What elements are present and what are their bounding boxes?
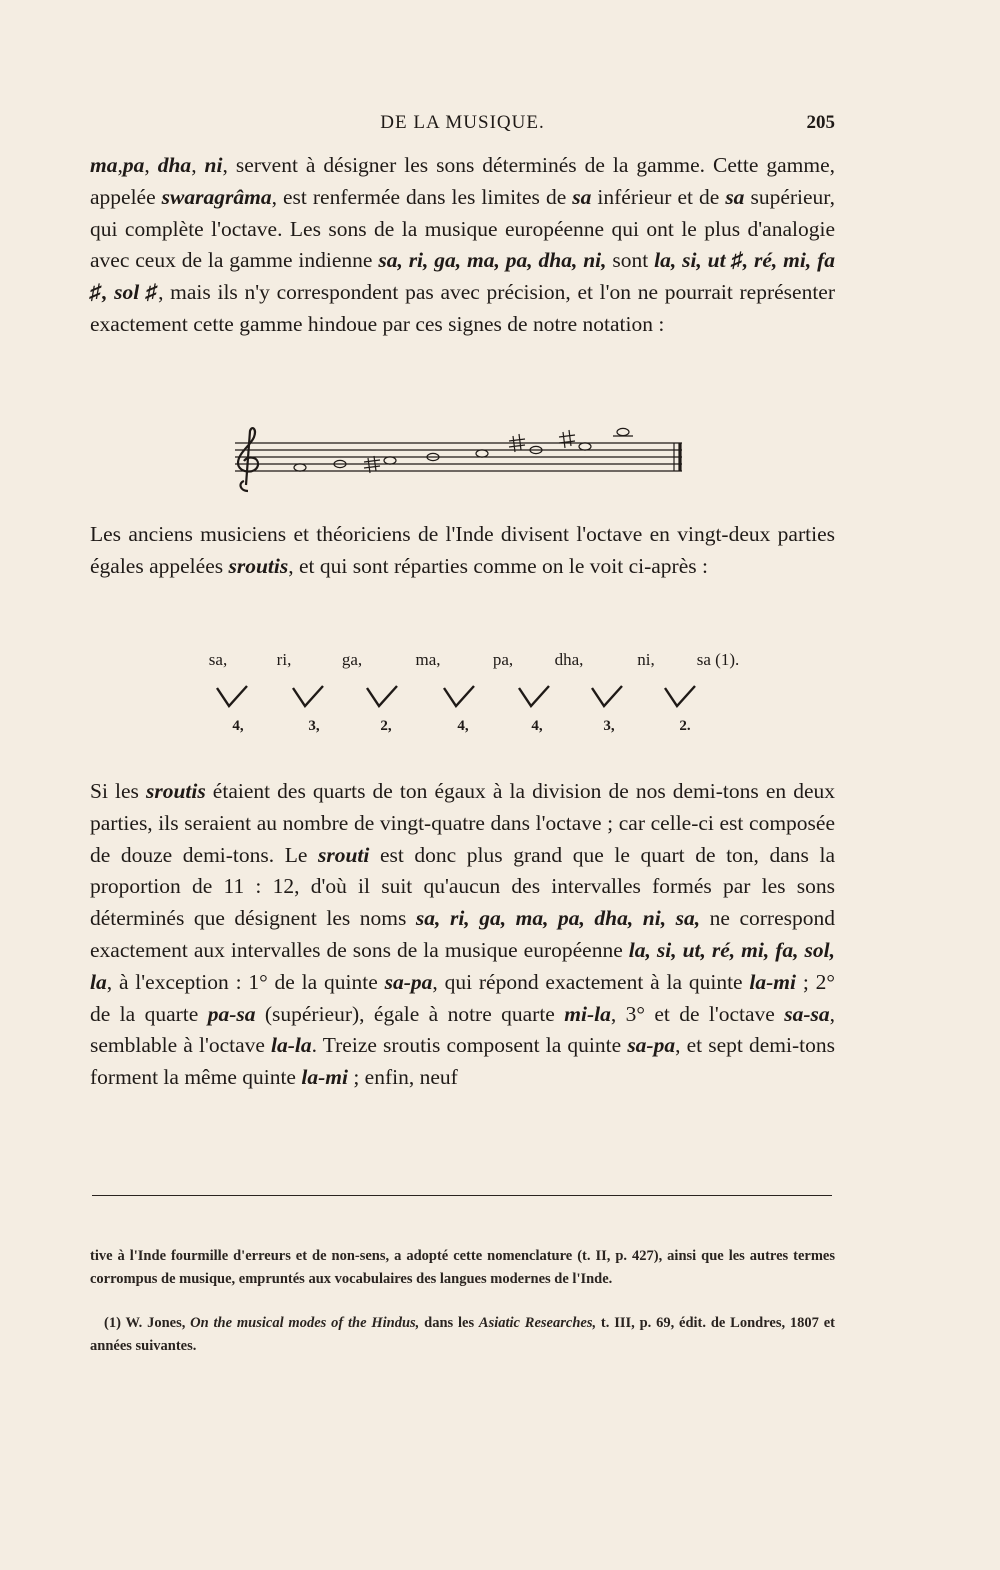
page-number: 205 (806, 112, 835, 133)
syllable-ma: ma, (415, 650, 441, 669)
syllable-sa: sa, (208, 650, 228, 669)
interval-mark (590, 684, 624, 710)
paragraph-sroutis-intro: Les anciens musiciens et théoriciens de l'Inde divisent l'octave en vingt-deux parties égales appelées sroutis, et qui sont réparties comme on le voit ci-après : (90, 522, 835, 578)
srouti-count: 2. (679, 718, 691, 734)
footnote-divider (92, 1195, 832, 1196)
syllable-pa: pa, (492, 650, 514, 669)
running-head (90, 112, 835, 142)
srouti-count: 4, (457, 718, 469, 734)
footnote-1: (1) W. Jones, On the musical modes of the Hindus, dans les Asiatic Researches, t. III, p. 69, édit. de Londres, 1807 et années suivantes. (90, 1315, 835, 1354)
syllable-ri: ri, (276, 650, 292, 669)
srouti-count: 3, (603, 718, 615, 734)
interval-mark (215, 684, 249, 710)
sroutis-division-table (195, 650, 755, 745)
syllable-sa-upper: sa (1). (696, 650, 740, 669)
syllable-ni: ni, (637, 650, 655, 669)
syllable-dha: dha, (554, 650, 584, 669)
music-staff-notation (230, 425, 695, 500)
srouti-count: 4, (232, 718, 244, 734)
interval-mark (663, 684, 697, 710)
interval-mark (365, 684, 399, 710)
running-title: DE LA MUSIQUE. (380, 112, 545, 133)
interval-mark (517, 684, 551, 710)
paragraph-intervals: Si les sroutis étaient des quarts de ton égaux à la division de nos demi-tons en deux parties, ils seraient au nombre de vingt-quatre dans l'octave ; car celle-ci est composée de douze demi-tons. Le srouti est donc plus grand que le quart de ton, dans la proportion de 11 : 12, d'où il suit qu'aucun des intervalles formés par les sons déterminés que désignent les noms sa, ri, ga, ma, pa, dha, ni, sa, ne correspond exactement aux intervalles de sons de la musique européenne la, si, ut, ré, mi, fa, sol, la, à l'exception : 1° de la quinte sa-pa, qui répond exactement à la quinte la-mi ; 2° de la quarte pa-sa (supérieur), égale à notre quarte mi-la, 3° et de l'octave sa-sa, semblable à l'octave la-la. Treize sroutis composent la quinte sa-pa, et sept demi-tons forment la même quinte la-mi ; enfin, neuf (90, 779, 836, 1090)
paragraph-gamme: ma,pa, dha, ni, servent à désigner les sons déterminés de la gamme. Cette gamme, appelée swaragrâma, est renfermée dans les limites de sa inférieur et de sa supérieur, qui complète l'octave. Les sons de la musique européenne qui ont le plus d'analogie avec ceux de la gamme indienne sa, ri, ga, ma, pa, dha, ni, sont la, si, ut ♯, ré, mi, fa ♯, sol ♯, mais ils n'y correspondent pas avec précision, et l'on ne pourrait représenter exactement cette gamme hindoue par ces signes de notre notation : (90, 153, 836, 336)
srouti-count: 4, (531, 718, 543, 734)
srouti-count: 2, (380, 718, 392, 734)
interval-mark (442, 684, 476, 710)
srouti-count: 3, (308, 718, 320, 734)
footnote-continuation: tive à l'Inde fourmille d'erreurs et de non-sens, a adopté cette nomenclature (t. II, p. 427), ainsi que les autres termes corrompus de musique, empruntés aux vocabulaires des langues modernes de l'Inde. (90, 1248, 835, 1287)
interval-mark (291, 684, 325, 710)
syllable-ga: ga, (341, 650, 363, 669)
